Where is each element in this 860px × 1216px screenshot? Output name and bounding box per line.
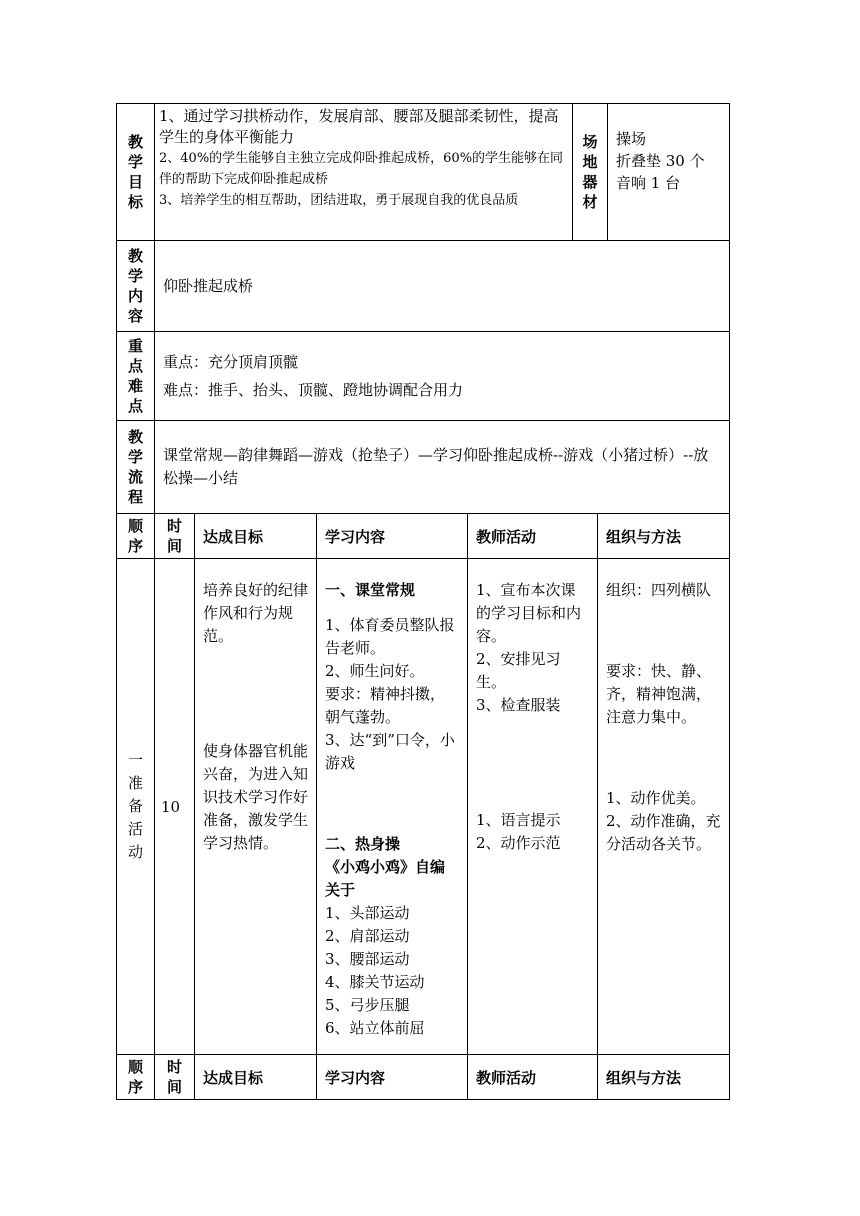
header-char: 顺 bbox=[127, 1058, 143, 1076]
content-text: 仰卧推起成桥 bbox=[155, 241, 730, 332]
section-org bbox=[598, 559, 730, 1055]
content-label-char: 内 bbox=[127, 287, 143, 305]
section-order bbox=[117, 559, 155, 1055]
teacher-b-item: 1、语言提示 bbox=[476, 811, 561, 829]
flow-label-char: 学 bbox=[127, 448, 143, 466]
header-char: 时 bbox=[166, 1058, 182, 1076]
goal-a: 培养良好的纪律作风和行为规范。 bbox=[203, 581, 309, 645]
content-b-item: 6、站立体前屈 bbox=[325, 1019, 425, 1037]
header-char: 序 bbox=[127, 537, 143, 555]
difficulty-point: 难点：推手、抬头、顶髋、蹬地协调配合用力 bbox=[163, 381, 464, 399]
content-label-char: 学 bbox=[127, 267, 143, 285]
flow-text: 课堂常规—韵律舞蹈—游戏（抢垫子）—学习仰卧推起成桥--游戏（小猪过桥）--放松操—小结 bbox=[155, 421, 730, 514]
col-order-header bbox=[117, 1055, 155, 1100]
goal-item-2: 2、40%的学生能够自主独立完成仰卧推起成桥，60%的学生能够在同伴的帮助下完成仰卧推起成桥 bbox=[159, 151, 564, 187]
lesson-info-table bbox=[116, 103, 730, 514]
header-row-repeat bbox=[117, 1055, 730, 1100]
venue-line: 音响 1 台 bbox=[616, 174, 681, 192]
flow-label-char: 程 bbox=[127, 488, 143, 506]
header-char: 间 bbox=[166, 537, 182, 555]
header-char: 时 bbox=[166, 517, 182, 535]
section-teacher bbox=[468, 559, 598, 1055]
content-label-char: 教 bbox=[127, 247, 143, 265]
order-char: 活 bbox=[127, 820, 143, 838]
venue-text bbox=[608, 104, 730, 241]
content-label bbox=[117, 241, 155, 332]
org-c-item: 1、动作优美。 bbox=[606, 789, 706, 807]
header-char: 顺 bbox=[127, 517, 143, 535]
order-char: 准 bbox=[127, 774, 143, 792]
venue-label-char: 地 bbox=[582, 153, 598, 171]
header-row bbox=[117, 514, 730, 559]
org-b: 要求：快、静、齐，精神饱满，注意力集中。 bbox=[606, 662, 712, 726]
venue-line: 折叠垫 30 个 bbox=[616, 152, 705, 170]
org-a: 组织：四列横队 bbox=[606, 581, 712, 599]
keypoints-label bbox=[117, 332, 155, 421]
keypoints-label-char: 难 bbox=[127, 377, 143, 395]
goals-label-char: 学 bbox=[127, 153, 143, 171]
content-a-item: 1、体育委员整队报告老师。 bbox=[325, 616, 455, 657]
goals-label-char: 标 bbox=[127, 193, 143, 211]
col-content-header: 学习内容 bbox=[317, 1055, 468, 1100]
org-c-item: 2、动作准确，充分活动各关节。 bbox=[606, 812, 721, 853]
content-a-item: 3、达“到”口令，小游戏 bbox=[325, 731, 455, 772]
key-point: 重点：充分顶肩顶髋 bbox=[163, 353, 299, 371]
keypoints-label-char: 点 bbox=[127, 357, 143, 375]
venue-label bbox=[573, 104, 608, 241]
col-goal-header: 达成目标 bbox=[195, 514, 317, 559]
order-char: 动 bbox=[127, 843, 143, 861]
flow-label bbox=[117, 421, 155, 514]
goal-item-3: 3、培养学生的相互帮助，团结进取，勇于展现自我的优良品质 bbox=[159, 193, 519, 208]
col-goal-header: 达成目标 bbox=[195, 1055, 317, 1100]
section-time: 10 bbox=[155, 559, 195, 1055]
order-char: 一 bbox=[127, 751, 143, 769]
goals-text bbox=[155, 104, 573, 241]
keypoints-text bbox=[155, 332, 730, 421]
col-time-header bbox=[155, 1055, 195, 1100]
content-a-item: 要求：精神抖擞，朝气蓬勃。 bbox=[325, 685, 446, 726]
teacher-a-item: 3、检查服装 bbox=[476, 696, 561, 714]
col-content-header: 学习内容 bbox=[317, 514, 468, 559]
venue-label-char: 场 bbox=[582, 133, 598, 151]
col-teacher-header: 教师活动 bbox=[468, 1055, 598, 1100]
teacher-a-item: 2、安排见习生。 bbox=[476, 650, 561, 691]
content-b-item: 3、腰部运动 bbox=[325, 950, 410, 968]
header-char: 间 bbox=[166, 1078, 182, 1096]
procedure-table bbox=[116, 513, 730, 1100]
section-row bbox=[117, 559, 730, 1055]
content-b-item: 5、弓步压腿 bbox=[325, 996, 410, 1014]
flow-label-char: 教 bbox=[127, 428, 143, 446]
col-org-header: 组织与方法 bbox=[598, 514, 730, 559]
goal-b: 使身体器官机能兴奋，为进入知识技术学习作好准备，激发学生学习热情。 bbox=[203, 742, 309, 852]
content-label-char: 容 bbox=[127, 307, 143, 325]
teacher-b-item: 2、动作示范 bbox=[476, 834, 561, 852]
content-b-sub: 《小鸡小鸡》自编关于 bbox=[325, 858, 446, 899]
content-b-title: 二、热身操 bbox=[325, 835, 401, 853]
section-goals bbox=[195, 559, 317, 1055]
col-teacher-header: 教师活动 bbox=[468, 514, 598, 559]
lesson-plan-page bbox=[116, 103, 729, 1100]
content-b-item: 4、膝关节运动 bbox=[325, 973, 425, 991]
venue-line: 操场 bbox=[616, 130, 647, 148]
col-time-header bbox=[155, 514, 195, 559]
goals-label-char: 目 bbox=[127, 173, 143, 191]
teacher-a-item: 1、宣布本次课的学习目标和内容。 bbox=[476, 581, 582, 645]
content-a-item: 2、师生问好。 bbox=[325, 662, 425, 680]
order-char: 备 bbox=[127, 797, 143, 815]
col-org-header: 组织与方法 bbox=[598, 1055, 730, 1100]
keypoints-label-char: 重 bbox=[127, 337, 143, 355]
flow-label-char: 流 bbox=[127, 468, 143, 486]
goal-item-1: 1、通过学习拱桥动作，发展肩部、腰部及腿部柔韧性，提高学生的身体平衡能力 bbox=[159, 107, 559, 146]
header-char: 序 bbox=[127, 1078, 143, 1096]
section-content bbox=[317, 559, 468, 1055]
goals-label-char: 教 bbox=[127, 133, 143, 151]
venue-label-char: 器 bbox=[582, 173, 598, 191]
keypoints-label-char: 点 bbox=[127, 397, 143, 415]
col-order-header bbox=[117, 514, 155, 559]
content-b-item: 2、肩部运动 bbox=[325, 927, 410, 945]
venue-label-char: 材 bbox=[582, 193, 598, 211]
goals-label bbox=[117, 104, 155, 241]
content-a-title: 一、课堂常规 bbox=[325, 581, 416, 599]
content-b-item: 1、头部运动 bbox=[325, 904, 410, 922]
